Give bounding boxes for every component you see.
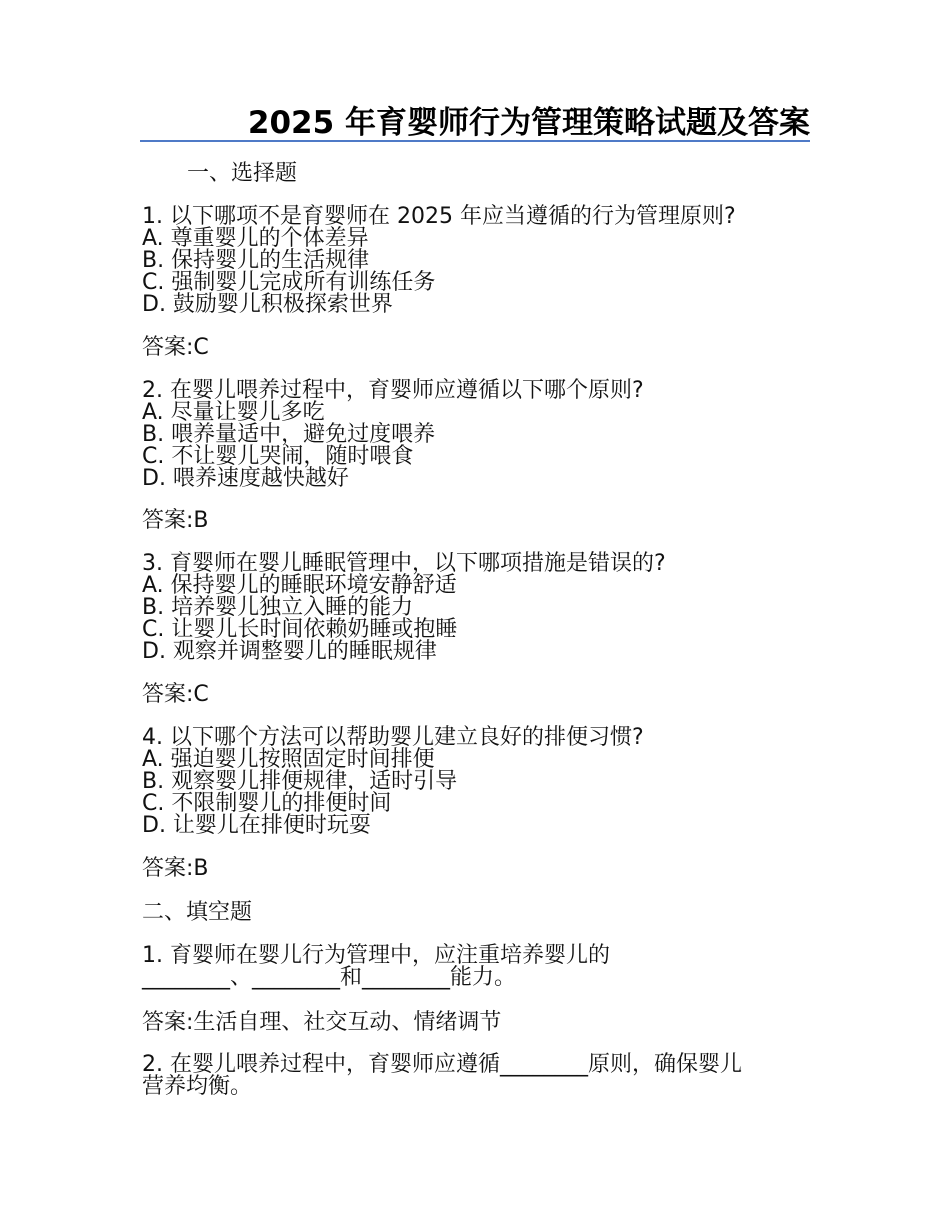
option-c: C. 强制婴儿完成所有训练任务: [142, 270, 436, 295]
fill-answer-1: 答案:生活自理、社交互动、情绪调节: [142, 1010, 502, 1035]
fill-question-line: 1. 育婴师在婴儿行为管理中，应注重培养婴儿的: [142, 943, 610, 968]
fill-question-line: ________、________和________能力。: [142, 965, 517, 990]
option-a: A. 尊重婴儿的个体差异: [142, 226, 369, 251]
option-b: B. 喂养量适中，避免过度喂养: [142, 422, 436, 447]
answer-4: 答案:B: [142, 856, 209, 881]
section-heading-fill: 二、填空题: [142, 900, 253, 925]
answer-1: 答案:C: [142, 335, 209, 360]
option-c: C. 让婴儿长时间依赖奶睡或抱睡: [142, 617, 458, 642]
answer-3: 答案:C: [142, 682, 209, 707]
question-block-1: [142, 206, 822, 316]
fill-question-2: [142, 1054, 822, 1098]
document-title: 2025 年育婴师行为管理策略试题及答案: [247, 105, 810, 141]
fill-question-line: 2. 在婴儿喂养过程中，育婴师应遵循________原则，确保婴儿: [142, 1052, 742, 1077]
question-block-3: [142, 553, 822, 663]
option-d: D. 让婴儿在排便时玩耍: [142, 813, 371, 838]
question-block-2: [142, 380, 822, 490]
option-c: C. 不限制婴儿的排便时间: [142, 791, 392, 816]
option-c: C. 不让婴儿哭闹，随时喂食: [142, 444, 414, 469]
option-b: B. 保持婴儿的生活规律: [142, 248, 370, 273]
option-b: B. 观察婴儿排便规律，适时引导: [142, 769, 458, 794]
option-d: D. 观察并调整婴儿的睡眠规律: [142, 639, 437, 664]
question-text: 2. 在婴儿喂养过程中，育婴师应遵循以下哪个原则?: [142, 378, 644, 403]
option-d: D. 喂养速度越快越好: [142, 466, 349, 491]
option-a: A. 保持婴儿的睡眠环境安静舒适: [142, 573, 457, 598]
fill-question-line: 营养均衡。: [142, 1074, 253, 1099]
section-heading-choice: 一、选择题: [187, 161, 298, 186]
option-b: B. 培养婴儿独立入睡的能力: [142, 595, 414, 620]
option-a: A. 尽量让婴儿多吃: [142, 400, 325, 425]
question-block-4: [142, 727, 822, 837]
option-d: D. 鼓励婴儿积极探索世界: [142, 292, 393, 317]
answer-2: 答案:B: [142, 508, 209, 533]
question-text: 3. 育婴师在婴儿睡眠管理中，以下哪项措施是错误的?: [142, 551, 666, 576]
title-underline: [140, 140, 810, 142]
fill-question-1: [142, 945, 822, 989]
question-text: 4. 以下哪个方法可以帮助婴儿建立良好的排便习惯?: [142, 725, 644, 750]
option-a: A. 强迫婴儿按照固定时间排便: [142, 747, 435, 772]
question-text: 1. 以下哪项不是育婴师在 2025 年应当遵循的行为管理原则?: [142, 204, 736, 229]
